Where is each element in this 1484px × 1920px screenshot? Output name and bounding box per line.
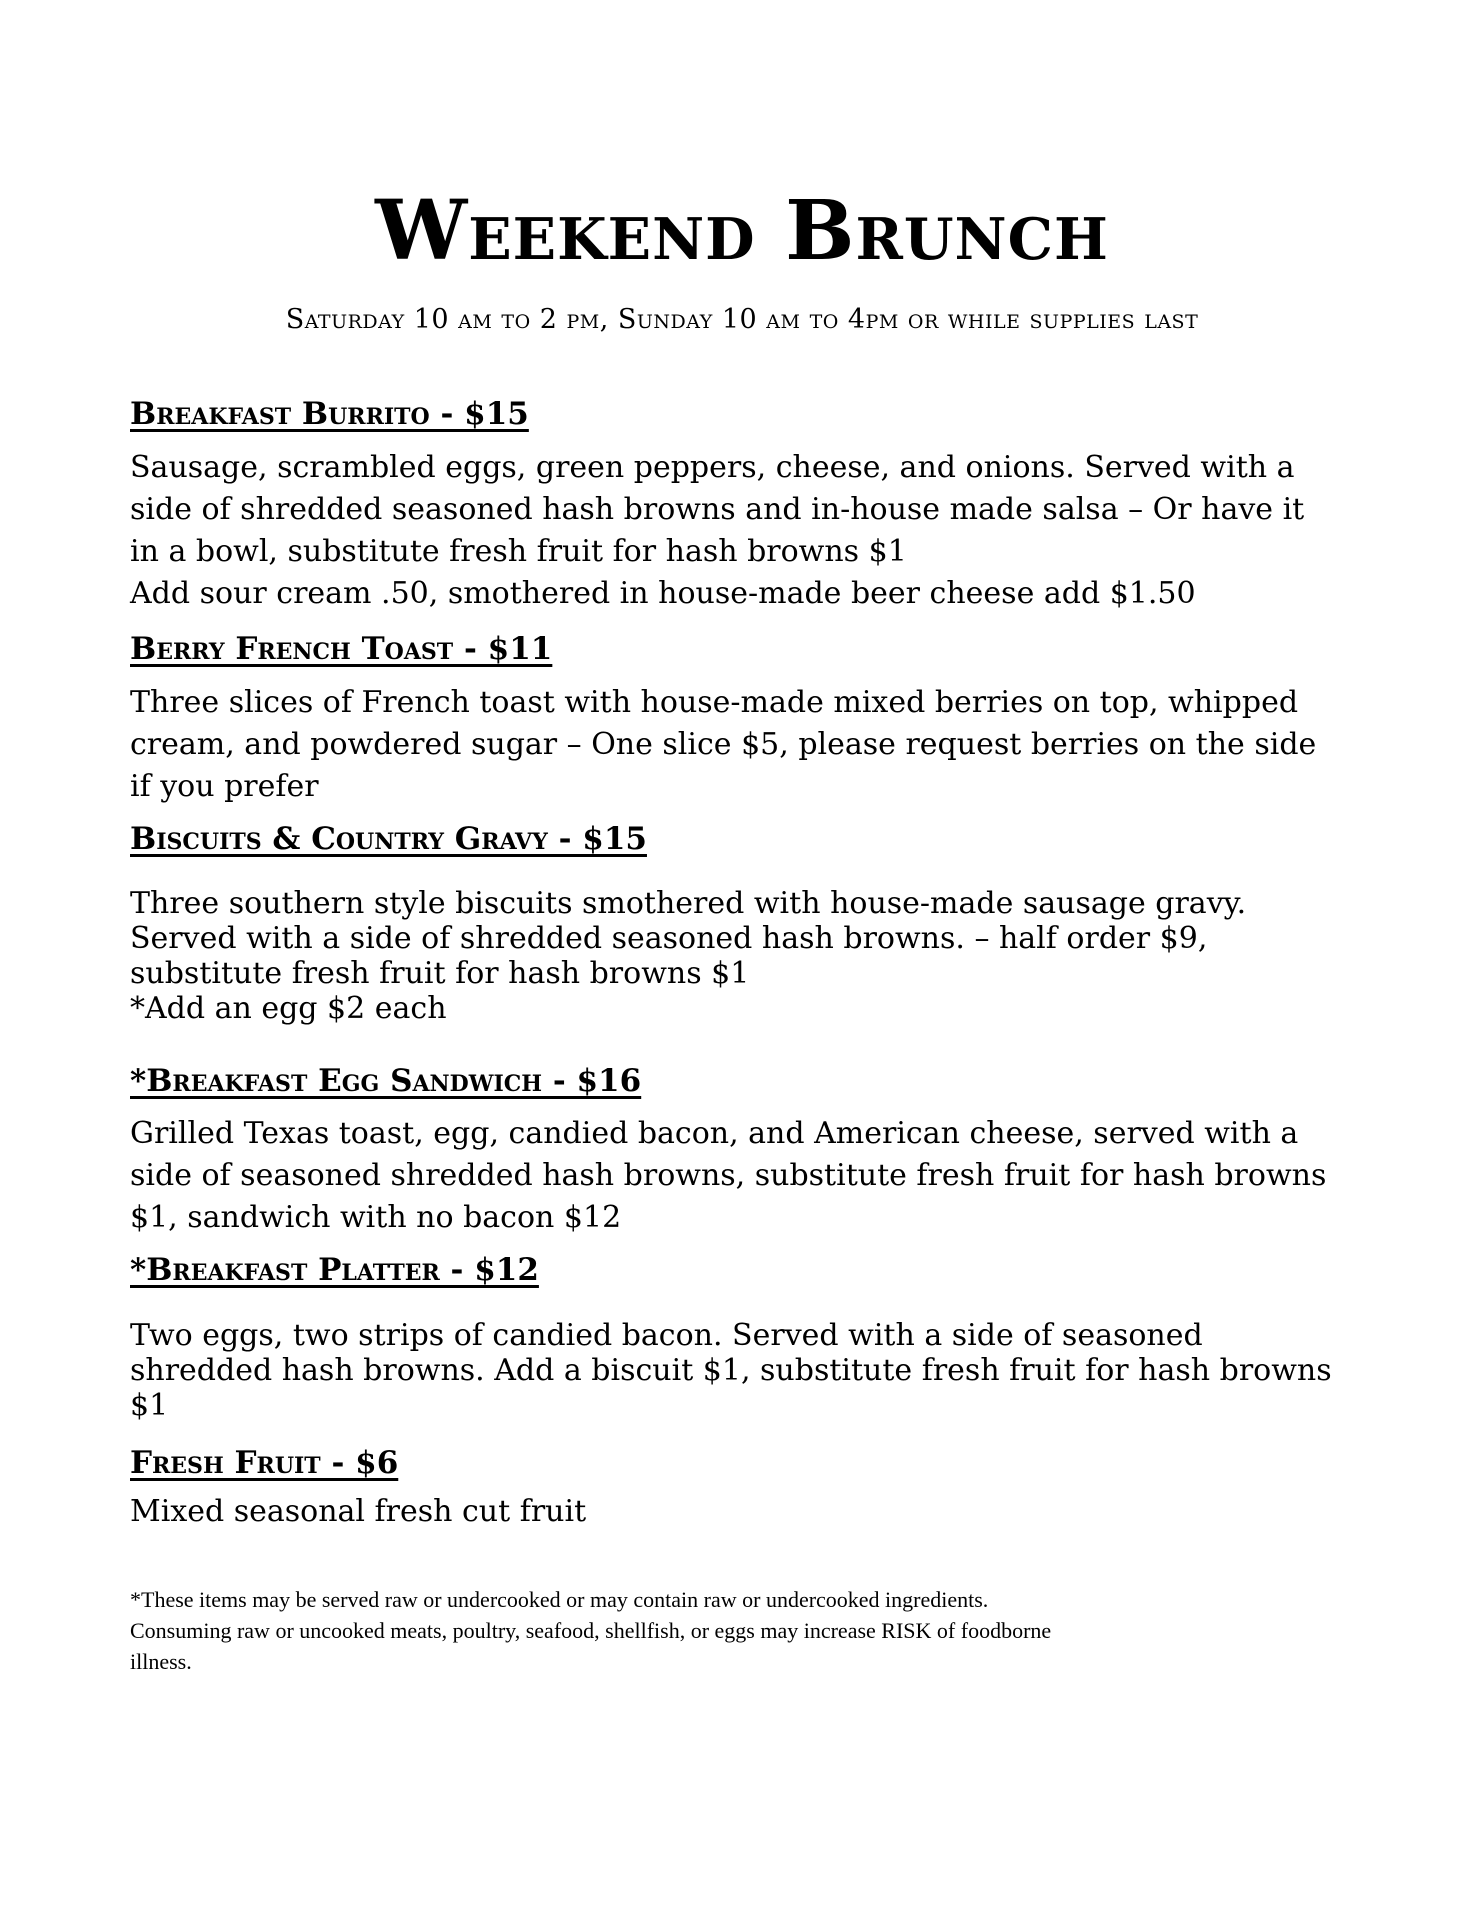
item-heading-berry-french-toast: Berry French Toast - $11 bbox=[130, 631, 553, 667]
item-description-fresh-fruit: Mixed seasonal fresh cut fruit bbox=[130, 1494, 587, 1529]
item-heading-biscuits-gravy: Biscuits & Country Gravy - $15 bbox=[130, 821, 647, 857]
menu-title: Weekend Brunch bbox=[375, 183, 1109, 279]
item-description-berry-french-toast: Three slices of French toast with house-made mixed berries on top, whipped cream, and powdered sugar – One slice $5, please request berries on the side if you prefer bbox=[130, 685, 1317, 804]
item-heading-egg-sandwich: *Breakfast Egg Sandwich - $16 bbox=[130, 1063, 642, 1099]
food-safety-disclaimer: *These items may be served raw or undercooked or may contain raw or undercooked ingredients. Consuming raw or uncooked meats, poultry, seafood, shellfish, or eggs may increase RISK of foodborne illness. bbox=[130, 1587, 1052, 1674]
item-heading-fresh-fruit: Fresh Fruit - $6 bbox=[130, 1445, 399, 1481]
menu-hours: Saturday 10 am to 2 pm, Sunday 10 am to 4pm or while supplies last bbox=[285, 304, 1199, 335]
item-heading-breakfast-burrito: Breakfast Burrito - $15 bbox=[130, 396, 529, 432]
item-description-breakfast-platter: Two eggs, two strips of candied bacon. Served with a side of seasoned shredded hash browns. Add a biscuit $1, substitute fresh fruit for hash browns $1 bbox=[130, 1318, 1332, 1423]
item-description-egg-sandwich: Grilled Texas toast, egg, candied bacon, and American cheese, served with a side of seasoned shredded hash browns, substitute fresh fruit for hash browns $1, sandwich with no bacon $12 bbox=[130, 1116, 1327, 1235]
item-description-breakfast-burrito: Sausage, scrambled eggs, green peppers, cheese, and onions. Served with a side of shredded seasoned hash browns and in-house made salsa – Or have it in a bowl, substitute fresh fruit for hash browns $1 Add sour cream .50, smothered in house-made beer cheese add $1.50 bbox=[130, 450, 1305, 611]
item-heading-breakfast-platter: *Breakfast Platter - $12 bbox=[130, 1252, 539, 1288]
item-description-biscuits-gravy: Three southern style biscuits smothered with house-made sausage gravy. Served with a side of shredded seasoned hash browns. – half order $9, substitute fresh fruit for hash browns $1 *Add an egg $2 each bbox=[130, 886, 1247, 1026]
